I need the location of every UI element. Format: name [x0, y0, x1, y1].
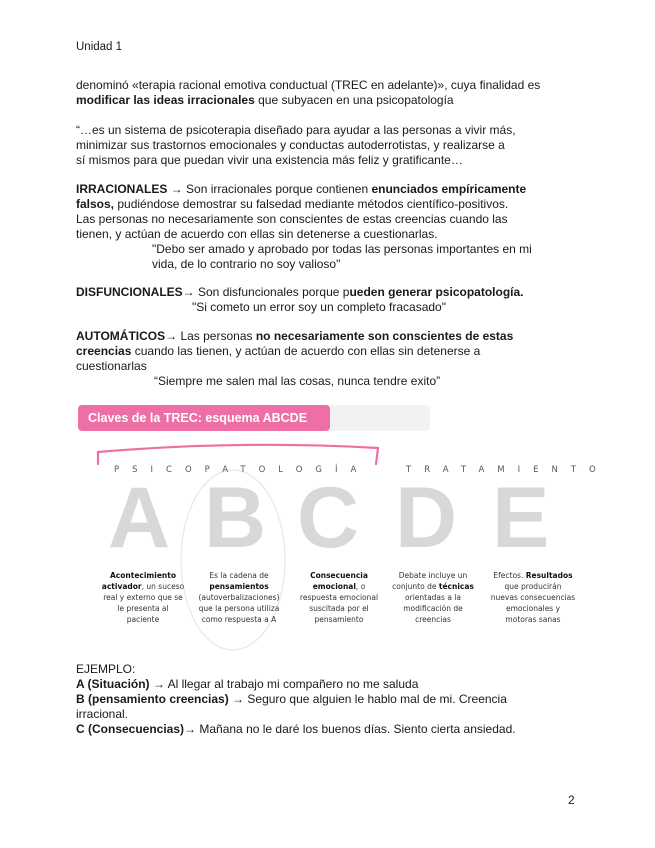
disfuncionales-text: → Son disfuncionales porque p: [182, 285, 350, 299]
intro-line-2: [76, 93, 586, 108]
disfuncionales-bold: ueden generar psicopatología.: [349, 285, 524, 299]
irracionales-line-3: Las personas no necesariamente son conscientes de estas creencias cuando las: [76, 212, 508, 226]
ejemplo-a-rest: → Al llegar al trabajo mi compañero no me saluda: [149, 677, 419, 691]
automaticos-line-3: cuestionarlas: [76, 359, 147, 373]
intro-rest: que subyacen en una psicopatología: [254, 93, 454, 107]
irracionales-bold-2: falsos,: [76, 197, 115, 211]
desc-b-bold: pensamientos: [209, 582, 269, 591]
intro-line-1: denominó «terapia racional emotiva conductual (TREC en adelante)», cuya finalidad es: [76, 78, 541, 92]
ejemplo-a-bold: A (Situación): [76, 677, 150, 691]
automaticos-term: AUTOMÁTICOS: [76, 329, 166, 343]
automaticos-bold-2: creencias: [76, 344, 132, 358]
quote-line-3: sí mismos para que puedan vivir una existencia más feliz y gratificante…: [76, 153, 463, 167]
letter-a: A: [108, 470, 171, 566]
desc-c: [296, 570, 382, 625]
automaticos-section: [76, 329, 586, 389]
irracionales-arrow-text: → Son irracionales porque contienen: [167, 182, 372, 196]
ejemplo-section: [76, 662, 586, 737]
disfuncionales-term: DISFUNCIONALES: [76, 285, 183, 299]
ejemplo-c-bold: C (Consecuencias): [76, 722, 185, 736]
automaticos-text: → Las personas: [165, 329, 256, 343]
diagram-title: Claves de la TREC: esquema ABCDE: [78, 405, 330, 431]
page-number: 2: [568, 793, 575, 807]
ejemplo-b-bold: B (pensamiento creencias): [76, 692, 229, 706]
ejemplo-b-line-2: irracional.: [76, 707, 129, 721]
desc-e-bold: Resultados: [525, 571, 573, 580]
diagram-banner: [78, 405, 430, 431]
desc-d: [390, 570, 476, 625]
irracionales-line-1: [76, 182, 586, 197]
irracionales-example-2: vida, de lo contrario no soy valioso": [152, 257, 341, 271]
desc-b-pre: Es la cadena de: [209, 571, 269, 580]
automaticos-line-2-rest: cuando las tienen, y actúan de acuerdo con ellas sin detenerse a: [131, 344, 481, 358]
irracionales-term: IRRACIONALES: [76, 182, 168, 196]
quote-line-2: minimizar sus trastornos emocionales y conductas autoderrotistas, y realizarse a: [76, 138, 505, 152]
ejemplo-title: EJEMPLO:: [76, 662, 136, 676]
letter-d: D: [395, 470, 458, 566]
desc-a-rest: , un suceso real y externo que se le presenta al paciente: [103, 582, 185, 624]
irracionales-section: [76, 182, 586, 272]
automaticos-line-2: [76, 344, 586, 359]
letter-c: C: [297, 470, 360, 566]
page-header: Unidad 1: [76, 41, 123, 53]
desc-c-rest: , o respuesta emocional suscitada por el pensamiento: [299, 582, 379, 624]
automaticos-line-1: [76, 329, 586, 344]
irracionales-example-1: "Debo ser amado y aprobado por todas las personas importantes en mi: [152, 242, 532, 256]
letter-b: B: [204, 470, 267, 566]
desc-a-bold: Acontecimiento activador: [101, 571, 176, 591]
ejemplo-c-rest: → Mañana no le daré los buenos días. Siento cierta ansiedad.: [184, 722, 516, 736]
automaticos-example: “Siempre me salen mal las cosas, nunca tendre exito”: [154, 374, 441, 388]
desc-e-rest: que producirán nuevas consecuencias emocionales y motoras sanas: [490, 582, 576, 624]
desc-b: [196, 570, 282, 625]
irracionales-line-2: [76, 197, 586, 212]
desc-d-rest: orientadas a la modificación de creencias: [403, 593, 463, 624]
desc-d-pre: Debate incluye un conjunto de: [392, 571, 468, 591]
tratamiento-label: TRATAMIENTO: [406, 465, 609, 475]
irracionales-bold-1: enunciados empíricamente: [371, 182, 527, 196]
ejemplo-b-rest: → Seguro que alguien le hablo mal de mi. Creencia: [228, 692, 507, 706]
disfuncionales-example: "Si cometo un error soy un completo fracasado": [192, 300, 446, 314]
psicopatologia-label: PSICOPATOLOGÍA: [114, 465, 370, 475]
automaticos-bold-1: no necesariamente son conscientes de estas: [255, 329, 514, 343]
letter-e: E: [492, 470, 550, 566]
irracionales-line-4: tienen, y actúan de acuerdo con ellas sin detenerse a cuestionarlas.: [76, 227, 438, 241]
desc-b-rest: (autoverbalizaciones) que la persona utiliza como respuesta a A: [198, 593, 280, 624]
desc-a: [100, 570, 186, 625]
desc-c-bold: Consecuencia emocional: [310, 571, 368, 591]
ejemplo-a: [76, 677, 586, 692]
quote-paragraph: [76, 123, 586, 168]
intro-paragraph: [76, 78, 586, 108]
ejemplo-b: [76, 692, 586, 707]
disfuncionales-line-1: [76, 285, 586, 300]
desc-e: [490, 570, 576, 625]
desc-d-bold: técnicas: [438, 582, 474, 591]
disfuncionales-section: [76, 285, 586, 315]
intro-bold: modificar las ideas irracionales: [76, 93, 255, 107]
desc-e-pre: Efectos.: [493, 571, 526, 580]
irracionales-line-2-rest: pudiéndose demostrar su falsedad mediante métodos científico-positivos.: [114, 197, 509, 211]
quote-line-1: “…es un sistema de psicoterapia diseñado para ayudar a las personas a vivir más,: [76, 123, 516, 137]
ejemplo-c: [76, 722, 586, 737]
